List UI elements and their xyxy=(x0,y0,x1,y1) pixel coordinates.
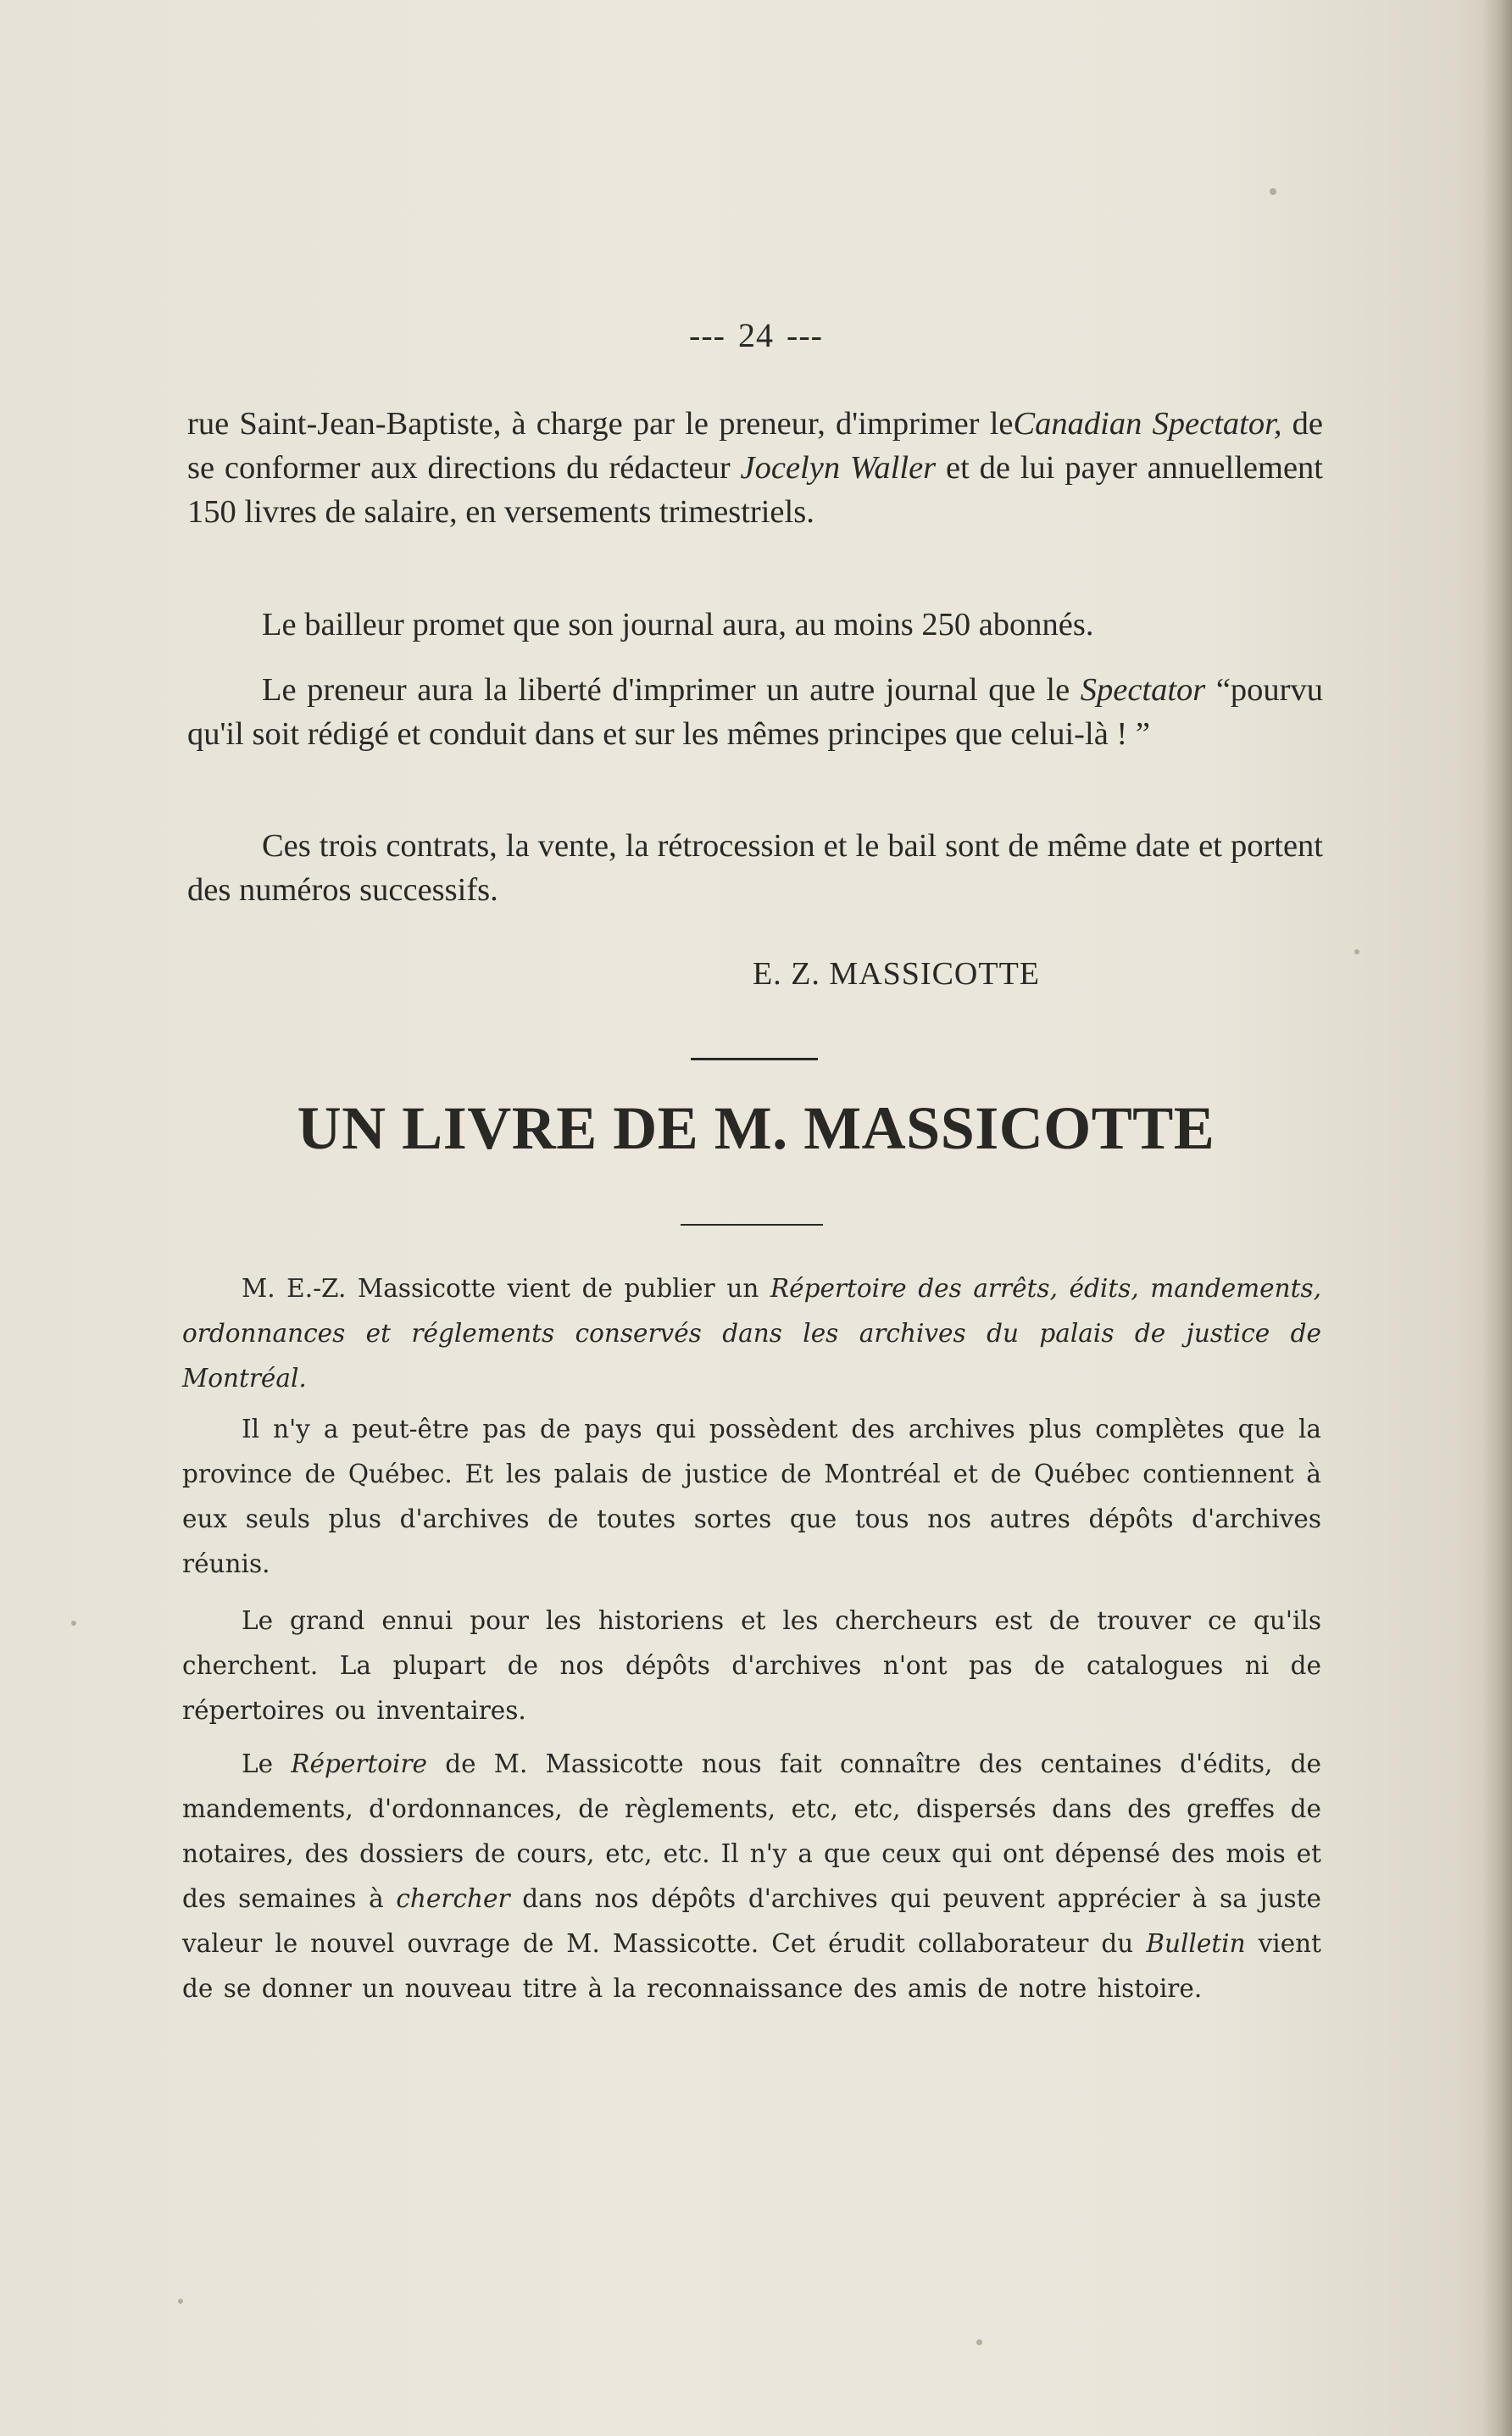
text-run: Le preneur aura la liberté d'imprimer un autre journal que le xyxy=(262,672,1081,708)
text-run: Il n'y a peut-être pas de pays qui possèdent des archives plus complètes que la province de Québec. Et les palais de justice de Montréal et de Québec contiennent à eux seuls plus d'archives de toutes sortes que tous nos autres dépôts d'archives réunis. xyxy=(182,1415,1321,1578)
paragraph-subscribers xyxy=(187,603,1323,647)
italic-text: Répertoire des arrêts, édits, mandements, ordonnances et réglements conservés dans les archives du palais de justice de Montréal. xyxy=(182,1274,1321,1393)
paragraph-text xyxy=(187,603,1323,647)
paragraph-contracts xyxy=(187,824,1323,912)
paper-speck xyxy=(178,2299,183,2304)
article-heading: UN LIVRE DE M. MASSICOTTE xyxy=(297,1094,1215,1162)
paragraph-text xyxy=(187,824,1323,912)
italic-text: Répertoire xyxy=(291,1749,428,1778)
author-signature: E. Z. MASSICOTTE xyxy=(753,956,1040,992)
paragraph-lease-terms xyxy=(187,402,1323,534)
text-run: rue Saint-Jean-Baptiste, à charge par le preneur, d'imprimer le xyxy=(187,406,1014,442)
paragraph-repertoire-value xyxy=(182,1742,1321,2011)
text-run: de M. Massicotte nous fait connaître des centaines d'édits, de mandements, d'ordonnances, de règlements, etc, etc, dispersés dans des greffes de notaires, des dossiers de cours, etc, etc. Il n'y a que ceux qui ont dépensé des mois et des semaines à xyxy=(182,1749,1321,1913)
paragraph-text xyxy=(187,668,1323,756)
paragraph-text xyxy=(182,1407,1321,1587)
text-run: Ces trois contrats, la vente, la rétrocession et le bail sont de même date et portent des numéros successifs. xyxy=(187,828,1323,908)
italic-text: Canadian Spectator, xyxy=(1013,406,1282,442)
paragraph-other-journal xyxy=(187,668,1323,756)
paragraph-archives xyxy=(182,1407,1321,1587)
paragraph-ennui xyxy=(182,1599,1321,1733)
italic-text: Spectator xyxy=(1080,672,1206,708)
text-run: M. E.-Z. Massicotte vient de publier un xyxy=(242,1274,770,1303)
page-number: --- 24 --- xyxy=(689,316,823,354)
paragraph-text xyxy=(182,1599,1321,1733)
paper-speck xyxy=(1354,949,1359,954)
paragraph-text xyxy=(182,1266,1321,1401)
paper-speck xyxy=(71,1621,76,1626)
paragraph-text xyxy=(182,1742,1321,2011)
text-run: Le grand ennui pour les historiens et les chercheurs est de trouver ce qu'ils cherchent. La plupart de nos dépôts d'archives n'ont pas de catalogues ni de répertoires ou inventaires. xyxy=(182,1606,1321,1725)
text-run: Le xyxy=(242,1749,292,1778)
italic-text: Bulletin xyxy=(1146,1929,1246,1958)
paragraph-repertoire-intro xyxy=(182,1266,1321,1401)
page-edge-shadow xyxy=(1481,0,1512,2436)
text-run: dans nos dépôts d'archives qui peuvent apprécier à sa juste valeur le nouvel ouvrage de M. Massicotte. Cet érudit collaborateur du xyxy=(182,1884,1321,1958)
text-run: et de lui payer annuellement 150 livres de salaire, en versements trimestriels. xyxy=(187,450,1323,530)
text-run: de se conformer aux directions du rédacteur xyxy=(187,406,1323,486)
divider-rule xyxy=(681,1224,823,1226)
paper-speck xyxy=(1270,188,1276,195)
text-run: “pourvu qu'il soit rédigé et conduit dans et sur les mêmes principes que celui-là ! ” xyxy=(187,672,1323,752)
paper-speck xyxy=(976,2339,982,2345)
text-run: Le bailleur promet que son journal aura, au moins 250 abonnés. xyxy=(262,607,1094,642)
divider-rule xyxy=(691,1058,818,1060)
italic-text: chercher xyxy=(396,1884,510,1913)
paragraph-text xyxy=(187,402,1323,534)
italic-text: Jocelyn Waller xyxy=(740,450,937,486)
text-run: vient de se donner un nouveau titre à la reconnaissance des amis de notre histoire. xyxy=(182,1929,1322,2003)
